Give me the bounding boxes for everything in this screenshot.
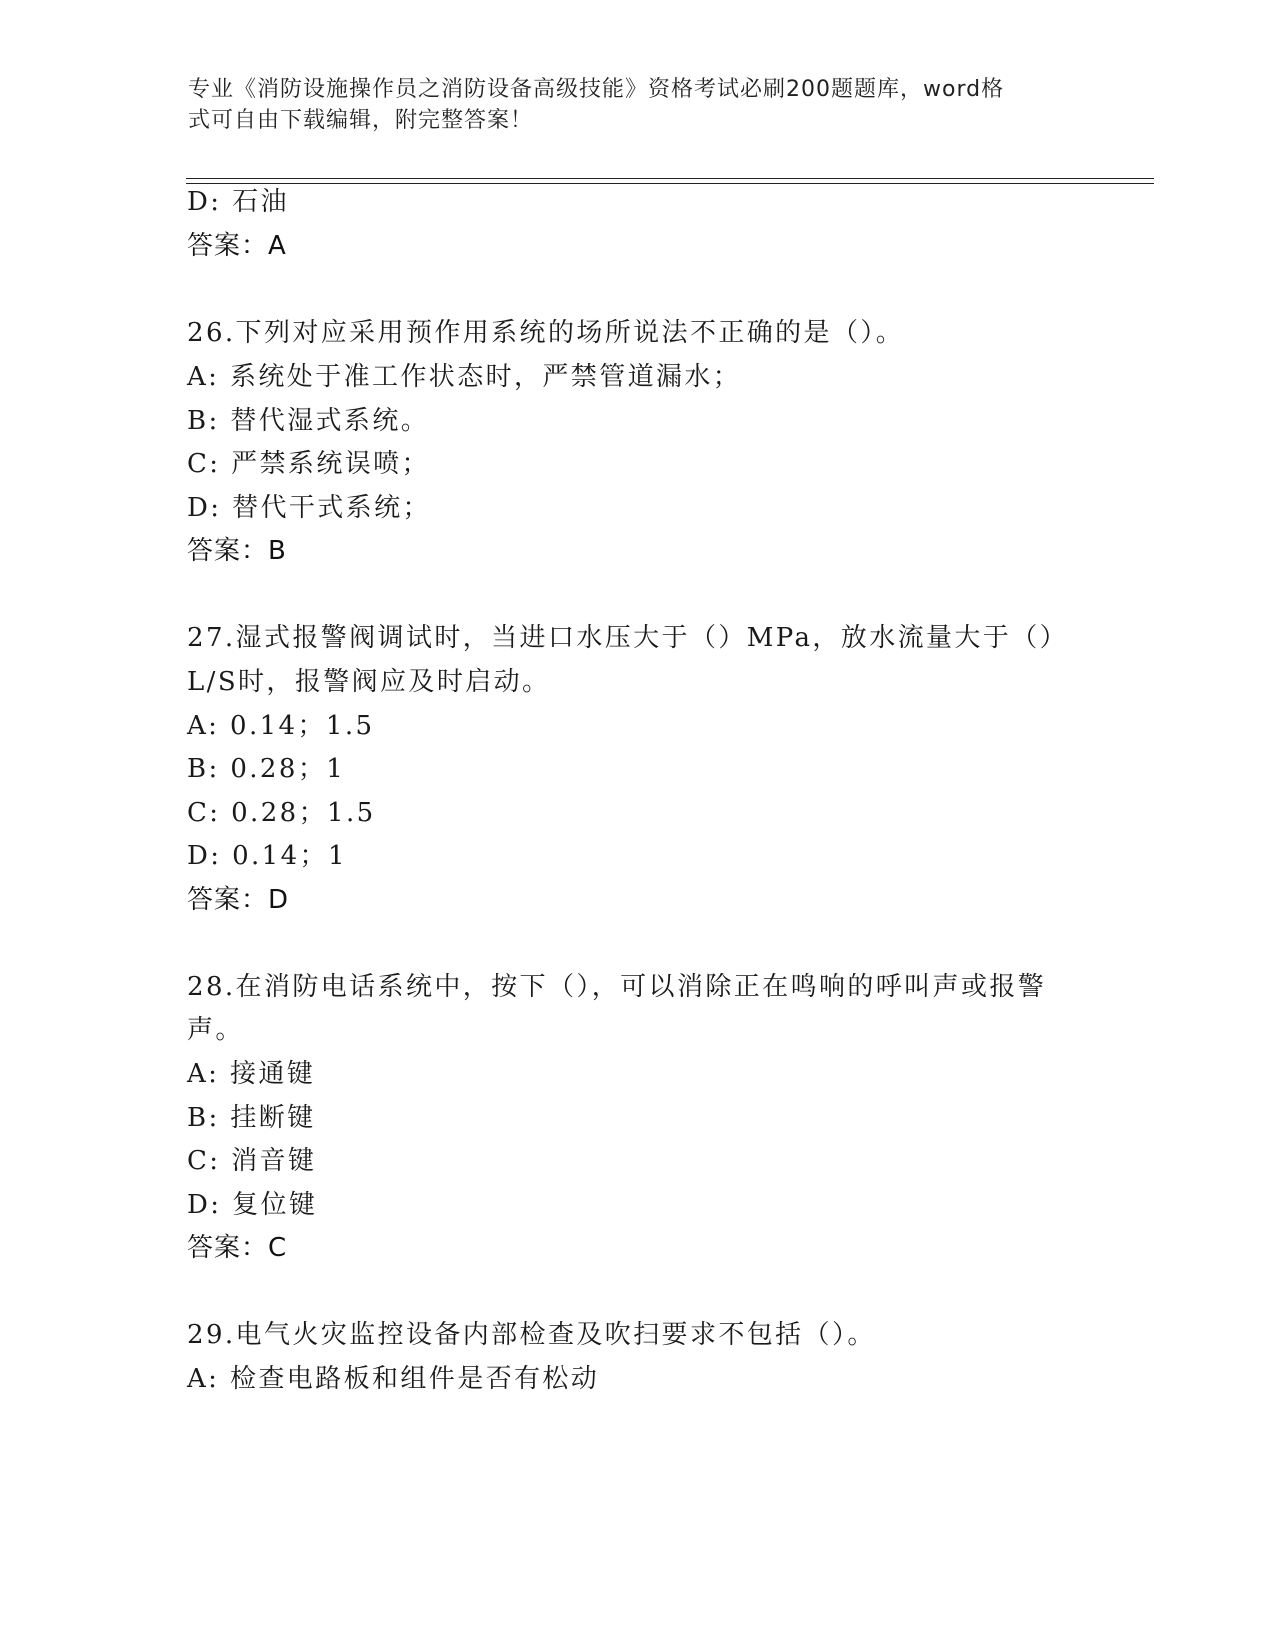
header-line-2: 式可自由下载编辑，附完整答案！	[188, 108, 534, 133]
q27-option-c: C: 0.28；1.5	[187, 798, 376, 828]
q26-option-c: C: 严禁系统误喷；	[187, 449, 430, 479]
q27-stem-line-1: 27.湿式报警阀调试时，当进口水压大于（）MPa，放水流量大于（）	[187, 623, 1068, 653]
q27-option-d: D: 0.14；1	[187, 841, 347, 871]
q27-option-a: A: 0.14；1.5	[187, 711, 375, 741]
q28-option-a: A: 接通键	[187, 1059, 316, 1089]
header-rule-bottom	[186, 183, 1154, 184]
q29-option-a: A: 检查电路板和组件是否有松动	[187, 1364, 600, 1394]
q26-option-d: D: 替代干式系统；	[187, 493, 431, 523]
q27-stem-line-2: L/S时，报警阀应及时启动。	[187, 667, 551, 697]
q28-option-b: B: 挂断键	[187, 1103, 316, 1133]
q26-option-b: B: 替代湿式系统。	[187, 406, 430, 436]
q27-answer: 答案：D	[187, 885, 290, 915]
q28-stem-line-1: 28.在消防电话系统中，按下（），可以消除正在鸣响的呼叫声或报警	[187, 972, 1047, 1002]
q26-stem: 26.下列对应采用预作用系统的场所说法不正确的是（）。	[187, 318, 905, 348]
q28-option-c: C: 消音键	[187, 1146, 317, 1176]
q26-option-a: A: 系统处于准工作状态时，严禁管道漏水；	[187, 362, 742, 392]
header-line-1: 专业《消防设施操作员之消防设备高级技能》资格考试必刷200题题库，word格	[188, 77, 1005, 102]
q28-option-d: D: 复位键	[187, 1190, 318, 1220]
q28-answer: 答案：C	[187, 1233, 288, 1263]
document-header	[188, 74, 1068, 136]
q29-stem: 29.电气火灾监控设备内部检查及吹扫要求不包括（）。	[187, 1320, 876, 1350]
header-rule-top	[186, 178, 1154, 179]
q25-answer: 答案：A	[187, 231, 287, 261]
q25-option-d: D: 石油	[187, 187, 289, 217]
q27-option-b: B: 0.28；1	[187, 754, 346, 784]
q28-stem-line-2: 声。	[187, 1015, 244, 1045]
q26-answer: 答案：B	[187, 536, 287, 566]
